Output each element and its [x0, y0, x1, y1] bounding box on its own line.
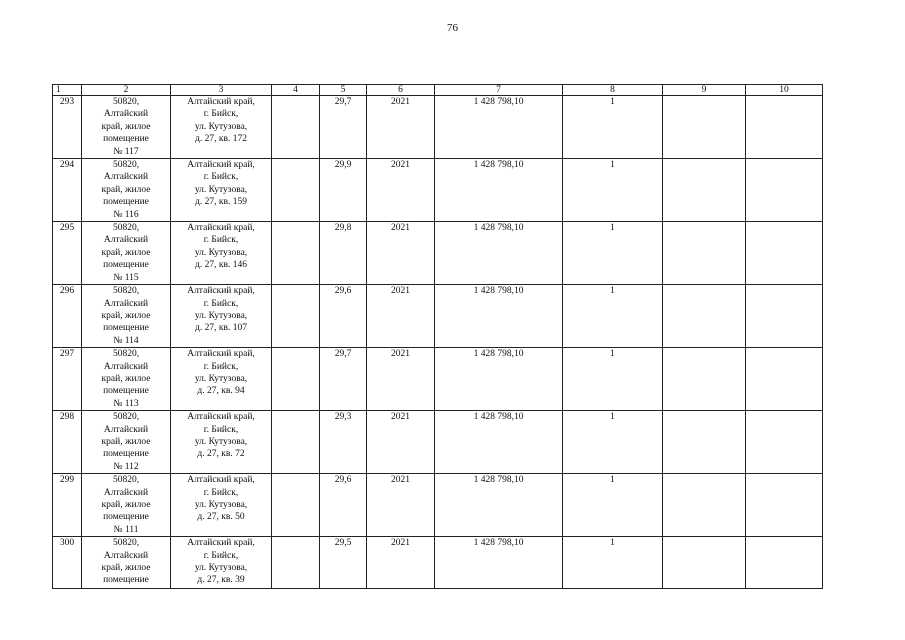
quantity-cell: 1 — [563, 285, 663, 348]
column-header: 1 — [53, 85, 82, 96]
object-name-cell-line: помещение — [103, 323, 149, 334]
table-row — [53, 411, 823, 474]
object-name-cell-line: 50820, — [112, 223, 140, 234]
address-cell-line: д. 27, кв. 172 — [195, 134, 247, 145]
object-name-cell-line: край, жилое — [101, 310, 151, 321]
object-name-cell — [82, 159, 171, 222]
table-row — [53, 537, 823, 589]
address-cell — [171, 222, 272, 285]
address-cell-line: ул. Кутузова, — [194, 436, 248, 447]
object-name-cell-line: 50820, — [112, 412, 140, 423]
row-number-cell: 300 — [53, 537, 82, 589]
object-name-cell-line: край, жилое — [101, 373, 151, 384]
column-9-cell — [663, 411, 746, 474]
object-name-cell-line: 50820, — [112, 475, 140, 486]
object-name-cell-line: 50820, — [112, 160, 140, 171]
column-4-cell — [272, 348, 320, 411]
address-cell-line: Алтайский край, — [187, 97, 255, 107]
table-body — [53, 96, 823, 589]
object-name-cell — [82, 285, 171, 348]
quantity-cell: 1 — [563, 537, 663, 589]
address-cell-line: д. 27, кв. 146 — [195, 260, 247, 271]
object-name-cell-line: помещение — [103, 260, 149, 271]
quantity-cell: 1 — [563, 222, 663, 285]
address-cell-line: г. Бийск, — [203, 172, 239, 183]
year-cell: 2021 — [367, 411, 435, 474]
object-name-cell — [82, 474, 171, 537]
year-cell: 2021 — [367, 222, 435, 285]
column-9-cell — [663, 159, 746, 222]
address-cell-line: ул. Кутузова, — [194, 373, 248, 384]
column-10-cell — [746, 159, 823, 222]
object-name-cell-line: помещение — [103, 575, 149, 586]
object-name-cell-line: Алтайский — [103, 235, 149, 246]
column-header: 6 — [367, 85, 435, 96]
object-name-cell-line: 50820, — [112, 286, 140, 297]
object-name-cell — [82, 348, 171, 411]
address-cell-line: Алтайский край, — [187, 412, 255, 423]
year-cell: 2021 — [367, 159, 435, 222]
year-cell: 2021 — [367, 96, 435, 159]
object-name-cell-line: № 113 — [113, 398, 139, 409]
address-cell-line: д. 27, кв. 50 — [197, 512, 245, 523]
object-name-cell-line: 50820, — [112, 349, 140, 360]
column-10-cell — [746, 96, 823, 159]
address-cell — [171, 159, 272, 222]
object-name-cell-line: помещение — [103, 512, 149, 523]
page-number: 76 — [447, 22, 458, 34]
object-name-cell-line: край, жилое — [101, 436, 151, 447]
column-4-cell — [272, 411, 320, 474]
cost-cell: 1 428 798,10 — [435, 222, 563, 285]
column-header: 9 — [663, 85, 746, 96]
quantity-cell: 1 — [563, 159, 663, 222]
address-cell-line: Алтайский край, — [187, 538, 255, 549]
area-cell: 29,3 — [320, 411, 367, 474]
table-row — [53, 96, 823, 159]
address-cell-line: Алтайский край, — [187, 223, 255, 234]
row-number-cell: 297 — [53, 348, 82, 411]
column-10-cell — [746, 348, 823, 411]
cost-cell: 1 428 798,10 — [435, 96, 563, 159]
table-row — [53, 474, 823, 537]
object-name-cell — [82, 96, 171, 159]
object-name-cell-line: помещение — [103, 197, 149, 208]
object-name-cell-line: Алтайский — [103, 109, 149, 120]
table-row — [53, 222, 823, 285]
year-cell: 2021 — [367, 285, 435, 348]
address-cell — [171, 537, 272, 589]
address-cell-line: Алтайский край, — [187, 349, 255, 360]
object-name-cell-line: № 116 — [113, 209, 139, 220]
cost-cell: 1 428 798,10 — [435, 159, 563, 222]
column-4-cell — [272, 474, 320, 537]
object-name-cell-line: № 111 — [113, 524, 139, 535]
cost-cell: 1 428 798,10 — [435, 348, 563, 411]
object-name-cell-line: помещение — [103, 134, 149, 145]
address-cell-line: ул. Кутузова, — [194, 247, 248, 258]
column-10-cell — [746, 222, 823, 285]
address-cell — [171, 285, 272, 348]
column-4-cell — [272, 285, 320, 348]
header-row — [53, 85, 823, 96]
quantity-cell: 1 — [563, 348, 663, 411]
column-header: 2 — [82, 85, 171, 96]
cost-cell: 1 428 798,10 — [435, 537, 563, 589]
row-number-cell: 294 — [53, 159, 82, 222]
object-name-cell-line: № 112 — [113, 461, 139, 472]
address-cell-line: Алтайский край, — [187, 475, 255, 486]
table-row — [53, 159, 823, 222]
area-cell: 29,7 — [320, 348, 367, 411]
object-name-cell-line: край, жилое — [101, 563, 151, 574]
object-name-cell-line: Алтайский — [103, 424, 149, 435]
object-name-cell-line: Алтайский — [103, 487, 149, 498]
row-number-cell: 295 — [53, 222, 82, 285]
object-name-cell-line: помещение — [103, 386, 149, 397]
object-name-cell-line: помещение — [103, 449, 149, 460]
object-name-cell-line: край, жилое — [101, 500, 151, 510]
address-cell-line: д. 27, кв. 72 — [197, 449, 245, 460]
object-name-cell-line: 50820, — [112, 97, 140, 107]
object-name-cell — [82, 411, 171, 474]
address-cell — [171, 411, 272, 474]
area-cell: 29,7 — [320, 96, 367, 159]
column-header: 4 — [272, 85, 320, 96]
table-row — [53, 348, 823, 411]
column-9-cell — [663, 96, 746, 159]
property-table — [52, 84, 823, 589]
row-number-cell: 296 — [53, 285, 82, 348]
cost-cell: 1 428 798,10 — [435, 411, 563, 474]
quantity-cell: 1 — [563, 96, 663, 159]
column-10-cell — [746, 474, 823, 537]
year-cell: 2021 — [367, 474, 435, 537]
object-name-cell-line: край, жилое — [101, 121, 151, 132]
address-cell-line: Алтайский край, — [187, 160, 255, 171]
address-cell-line: ул. Кутузова, — [194, 184, 248, 195]
column-4-cell — [272, 96, 320, 159]
address-cell-line: г. Бийск, — [203, 550, 239, 561]
address-cell-line: г. Бийск, — [203, 298, 239, 309]
object-name-cell — [82, 222, 171, 285]
row-number-cell: 298 — [53, 411, 82, 474]
column-9-cell — [663, 222, 746, 285]
year-cell: 2021 — [367, 348, 435, 411]
address-cell-line: ул. Кутузова, — [194, 121, 248, 132]
quantity-cell: 1 — [563, 474, 663, 537]
address-cell-line: д. 27, кв. 94 — [197, 386, 245, 397]
column-9-cell — [663, 474, 746, 537]
object-name-cell-line: Алтайский — [103, 361, 149, 372]
column-4-cell — [272, 159, 320, 222]
column-header: 10 — [746, 85, 823, 96]
area-cell: 29,6 — [320, 474, 367, 537]
column-header: 8 — [563, 85, 663, 96]
address-cell-line: г. Бийск, — [203, 361, 239, 372]
address-cell-line: д. 27, кв. 39 — [197, 575, 245, 586]
address-cell-line: Алтайский край, — [187, 286, 255, 297]
object-name-cell-line: № 114 — [113, 335, 139, 346]
column-header: 5 — [320, 85, 367, 96]
address-cell-line: г. Бийск, — [203, 424, 239, 435]
column-4-cell — [272, 222, 320, 285]
row-number-cell: 299 — [53, 474, 82, 537]
column-10-cell — [746, 285, 823, 348]
address-cell-line: г. Бийск, — [203, 235, 239, 246]
object-name-cell-line: Алтайский — [103, 298, 149, 309]
area-cell: 29,9 — [320, 159, 367, 222]
address-cell-line: ул. Кутузова, — [194, 563, 248, 574]
address-cell-line: ул. Кутузова, — [194, 500, 248, 510]
row-number-cell: 293 — [53, 96, 82, 159]
object-name-cell-line: Алтайский — [103, 172, 149, 183]
object-name-cell-line: № 117 — [113, 146, 139, 157]
column-9-cell — [663, 348, 746, 411]
table-row — [53, 285, 823, 348]
address-cell — [171, 96, 272, 159]
object-name-cell-line: № 115 — [113, 272, 139, 283]
column-10-cell — [746, 537, 823, 589]
area-cell: 29,8 — [320, 222, 367, 285]
object-name-cell-line: край, жилое — [101, 247, 151, 258]
area-cell: 29,5 — [320, 537, 367, 589]
column-header: 7 — [435, 85, 563, 96]
address-cell — [171, 474, 272, 537]
object-name-cell-line: Алтайский — [103, 550, 149, 561]
cost-cell: 1 428 798,10 — [435, 285, 563, 348]
year-cell: 2021 — [367, 537, 435, 589]
address-cell-line: д. 27, кв. 159 — [195, 197, 247, 208]
column-10-cell — [746, 411, 823, 474]
column-9-cell — [663, 537, 746, 589]
object-name-cell-line: край, жилое — [101, 184, 151, 195]
object-name-cell — [82, 537, 171, 589]
address-cell — [171, 348, 272, 411]
address-cell-line: ул. Кутузова, — [194, 310, 248, 321]
address-cell-line: г. Бийск, — [203, 109, 239, 120]
address-cell-line: г. Бийск, — [203, 487, 239, 498]
quantity-cell: 1 — [563, 411, 663, 474]
column-9-cell — [663, 285, 746, 348]
column-header: 3 — [171, 85, 272, 96]
object-name-cell-line: 50820, — [112, 538, 140, 549]
address-cell-line: д. 27, кв. 107 — [195, 323, 247, 334]
area-cell: 29,6 — [320, 285, 367, 348]
column-4-cell — [272, 537, 320, 589]
cost-cell: 1 428 798,10 — [435, 474, 563, 537]
